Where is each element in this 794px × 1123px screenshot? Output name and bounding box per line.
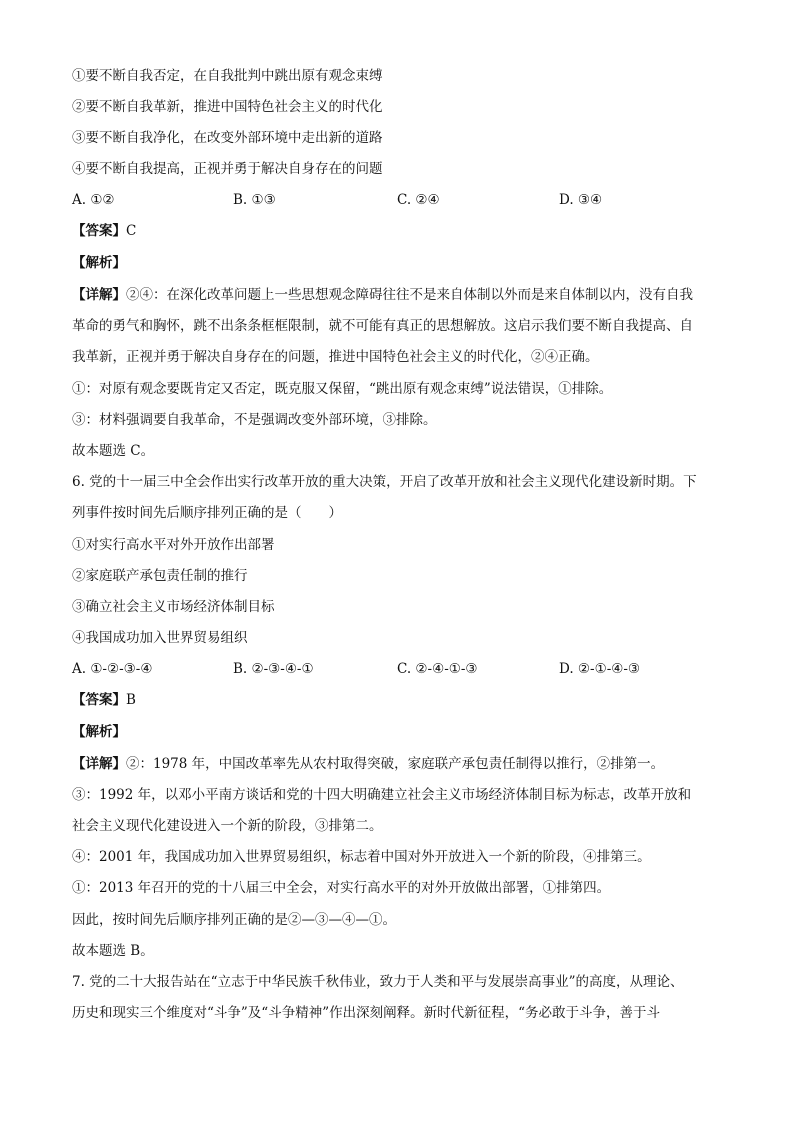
q5-statement-1: ①要不断自我否定，在自我批判中跳出原有观念束缚 bbox=[72, 68, 383, 84]
detail-label: 【详解】 bbox=[72, 287, 126, 303]
q7-stem-1: 7. 党的二十大报告站在“立志于中华民族千秋伟业，致力于人类和平与发展崇高事业”的高度，从理论、 bbox=[72, 974, 684, 990]
q6-option-b: B. ②-③-④-① bbox=[233, 661, 314, 677]
q6-option-c: C. ②-④-①-③ bbox=[397, 661, 478, 677]
q6-option-d: D. ②-①-④-③ bbox=[559, 661, 641, 677]
q6-statement-3: ③确立社会主义市场经济体制目标 bbox=[72, 599, 275, 615]
q5-detail-2: 革命的勇气和胸怀，跳不出条条框框限制，就不可能有真正的思想解放。这启示我们要不断自我提高、自 bbox=[72, 318, 693, 334]
q5-option-b: B. ①③ bbox=[233, 192, 276, 208]
q5-detail-4: ①：对原有观念要既肯定又否定，既克服又保留，“跳出原有观念束缚”说法错误，①排除。 bbox=[72, 381, 613, 397]
q6-detail-1 bbox=[72, 754, 724, 774]
q6-analysis-label bbox=[72, 722, 724, 742]
q6-options bbox=[72, 659, 724, 679]
q5-option-c: C. ②④ bbox=[397, 192, 440, 208]
detail-text: ②④：在深化改革问题上一些思想观念障碍往往不是来自体制以外而是来自体制以内，没有自我 bbox=[126, 287, 693, 303]
q6-stem-1: 6. 党的十一届三中全会作出实行改革开放的重大决策，开启了改革开放和社会主义现代化建设新时期。下 bbox=[72, 474, 697, 490]
answer-value: B bbox=[126, 692, 136, 708]
q6-statement-4: ④我国成功加入世界贸易组织 bbox=[72, 630, 248, 646]
q5-option-d: D. ③④ bbox=[559, 192, 603, 208]
q5-detail-1 bbox=[72, 285, 724, 305]
detail-label: 【详解】 bbox=[72, 756, 126, 772]
q6-answer bbox=[72, 690, 724, 710]
analysis-label: 【解析】 bbox=[72, 724, 126, 740]
q6-detail-7: 故本题选 B。 bbox=[72, 943, 154, 959]
q5-options bbox=[72, 190, 724, 210]
q5-analysis-label bbox=[72, 253, 724, 273]
q5-option-a: A. ①② bbox=[72, 192, 115, 208]
answer-value: C bbox=[126, 223, 137, 239]
detail-text: ②：1978 年，中国改革率先从农村取得突破，家庭联产承包责任制得以推行，②排第一。 bbox=[126, 756, 665, 772]
q6-detail-6: 因此，按时间先后顺序排列正确的是②—③—④—①。 bbox=[72, 912, 396, 928]
q6-statement-2: ②家庭联产承包责任制的推行 bbox=[72, 568, 248, 584]
q5-detail-3: 我革新，正视并勇于解决自身存在的问题，推进中国特色社会主义的时代化，②④正确。 bbox=[72, 349, 599, 365]
q6-detail-5: ①：2013 年召开的党的十八届三中全会，对实行高水平的对外开放做出部署，①排第四。 bbox=[72, 880, 611, 896]
q5-answer bbox=[72, 221, 724, 241]
answer-label: 【答案】 bbox=[72, 223, 126, 239]
q7-stem-2: 历史和现实三个维度对“斗争”及“斗争精神”作出深刻阐释。新时代新征程，“务必敢于斗争，善于斗 bbox=[72, 1005, 661, 1021]
q6-stem-2: 列事件按时间先后顺序排列正确的是（ ） bbox=[72, 505, 342, 521]
q5-detail-6: 故本题选 C。 bbox=[72, 443, 155, 459]
q6-detail-3: 社会主义现代化建设进入一个新的阶段，③排第二。 bbox=[72, 818, 383, 834]
q6-detail-2: ③：1992 年，以邓小平南方谈话和党的十四大明确建立社会主义市场经济体制目标为标志，改革开放和 bbox=[72, 787, 692, 803]
q5-statement-4: ④要不断自我提高，正视并勇于解决自身存在的问题 bbox=[72, 161, 383, 177]
q5-statement-2: ②要不断自我革新，推进中国特色社会主义的时代化 bbox=[72, 99, 383, 115]
q5-detail-5: ③：材料强调要自我革命，不是强调改变外部环境，③排除。 bbox=[72, 412, 437, 428]
q5-statement-3: ③要不断自我净化，在改变外部环境中走出新的道路 bbox=[72, 130, 383, 146]
q6-detail-4: ④：2001 年，我国成功加入世界贸易组织，标志着中国对外开放进入一个新的阶段，④排第三。 bbox=[72, 849, 651, 865]
q6-option-a: A. ①-②-③-④ bbox=[72, 661, 153, 677]
q6-statement-1: ①对实行高水平对外开放作出部署 bbox=[72, 537, 275, 553]
analysis-label: 【解析】 bbox=[72, 255, 126, 271]
answer-label: 【答案】 bbox=[72, 692, 126, 708]
